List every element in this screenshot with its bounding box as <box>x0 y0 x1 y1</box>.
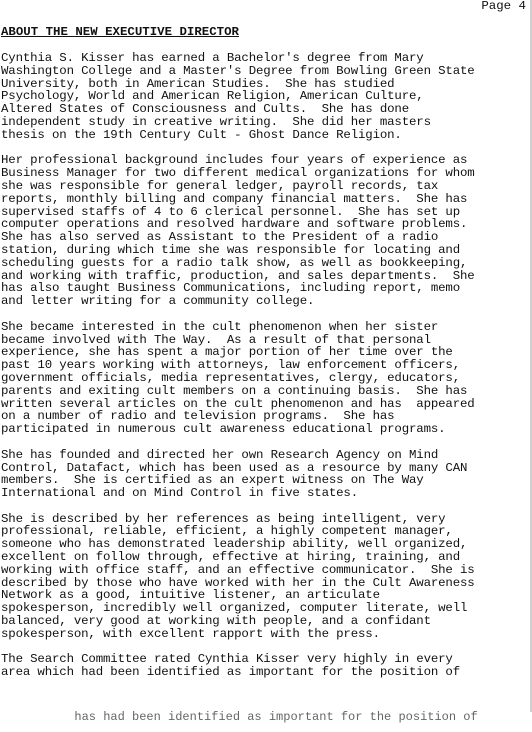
text-line: reports, monthly billing and company financial matters. She has <box>1 191 468 206</box>
text-line: supervised staffs of 4 to 6 clerical personnel. She has set up <box>1 204 460 219</box>
text-line: someone who has demonstrated leadership ability, well organized, <box>1 537 468 552</box>
text-line: she was responsible for general ledger, payroll records, tax <box>1 178 439 193</box>
paragraph-references <box>1 513 531 641</box>
page-number: Page 4 <box>481 0 526 13</box>
paragraph-cult-interest <box>1 321 531 436</box>
text-line: station, during which time she was responsible for locating and <box>1 242 460 257</box>
text-line: and letter writing for a community college. <box>1 294 315 309</box>
text-line: Business Manager for two different medical organizations for whom <box>1 166 475 181</box>
text-line: International and on Mind Control in five states. <box>1 486 358 501</box>
text-line: spokesperson, with excellent rapport with the press. <box>1 626 380 641</box>
text-line: thesis on the 19th Century Cult - Ghost Dance Religion. <box>1 127 402 142</box>
text-line: She has also served as Assistant to the President of a radio <box>1 230 439 245</box>
text-line: working with office staff, and an effective communicator. She is <box>1 562 475 577</box>
text-line: professional, reliable, efficient, a highly competent manager, <box>1 524 453 539</box>
text-line: participated in numerous cult awareness educational programs. <box>1 422 446 437</box>
text-line: written several articles on the cult phenomenon and has appeared <box>1 396 475 411</box>
text-line: University, both in American Studies. She has studied <box>1 76 395 91</box>
text-line: became involved with The Way. As a result of that personal <box>1 332 431 347</box>
text-line: area which had been identified as important for the position of <box>1 665 460 680</box>
text-line: parents and exiting cult members on a continuing basis. She has <box>1 383 468 398</box>
text-line: past 10 years working with attorneys, law enforcement officers, <box>1 358 460 373</box>
text-line: on a number of radio and television programs. She has <box>1 409 395 424</box>
text-line: Psychology, World and American Religion, American Culture, <box>1 89 424 104</box>
paragraph-professional-background <box>1 154 531 308</box>
paragraph-research-agency <box>1 449 531 500</box>
document-body <box>1 52 531 692</box>
text-line: members. She is certified as an expert witness on The Way <box>1 473 424 488</box>
text-line: excellent on follow through, effective at hiring, training, and <box>1 550 460 565</box>
text-line: independent study in creative writing. She did her masters <box>1 114 431 129</box>
paragraph-education <box>1 52 531 142</box>
text-line: Altered States of Consciousness and Cults. She has done <box>1 102 409 117</box>
text-line: The Search Committee rated Cynthia Kisser very highly in every <box>1 652 453 667</box>
text-line: balanced, very good at working with people, and a confidant <box>1 614 431 629</box>
text-line: Washington College and a Master's Degree from Bowling Green State <box>1 63 475 78</box>
text-line: She is described by her references as being intelligent, very <box>1 511 446 526</box>
paragraph-search-committee <box>1 653 531 679</box>
text-line: described by those who have worked with her in the Cult Awareness <box>1 575 475 590</box>
text-line: She has founded and directed her own Research Agency on Mind <box>1 447 439 462</box>
text-line: computer operations and resolved hardware and software problems. <box>1 217 468 232</box>
text-line: Her professional background includes four years of experience as <box>1 153 468 168</box>
text-line: government officials, media representatives, clergy, educators, <box>1 370 460 385</box>
text-line: scheduling guests for a radio talk show, as well as bookkeeping, <box>1 255 468 270</box>
text-line: and working with traffic, production, and sales departments. She <box>1 268 475 283</box>
text-line: has also taught Business Communications, including report, memo <box>1 281 460 296</box>
text-line: spokesperson, incredibly well organized, computer literate, well <box>1 601 468 616</box>
text-line: Network as a good, intuitive listener, an articulate <box>1 588 380 603</box>
cutoff-text: has had been identified as important for the position of <box>74 710 478 724</box>
section-heading: ABOUT THE NEW EXECUTIVE DIRECTOR <box>1 25 239 39</box>
text-line: She became interested in the cult phenomenon when her sister <box>1 319 439 334</box>
text-line: experience, she has spent a major portion of her time over the <box>1 345 453 360</box>
cutoff-text-line <box>60 707 500 724</box>
text-line: Control, Datafact, which has been used as a resource by many CAN <box>1 460 468 475</box>
text-line: Cynthia S. Kisser has earned a Bachelor's degree from Mary <box>1 51 424 65</box>
